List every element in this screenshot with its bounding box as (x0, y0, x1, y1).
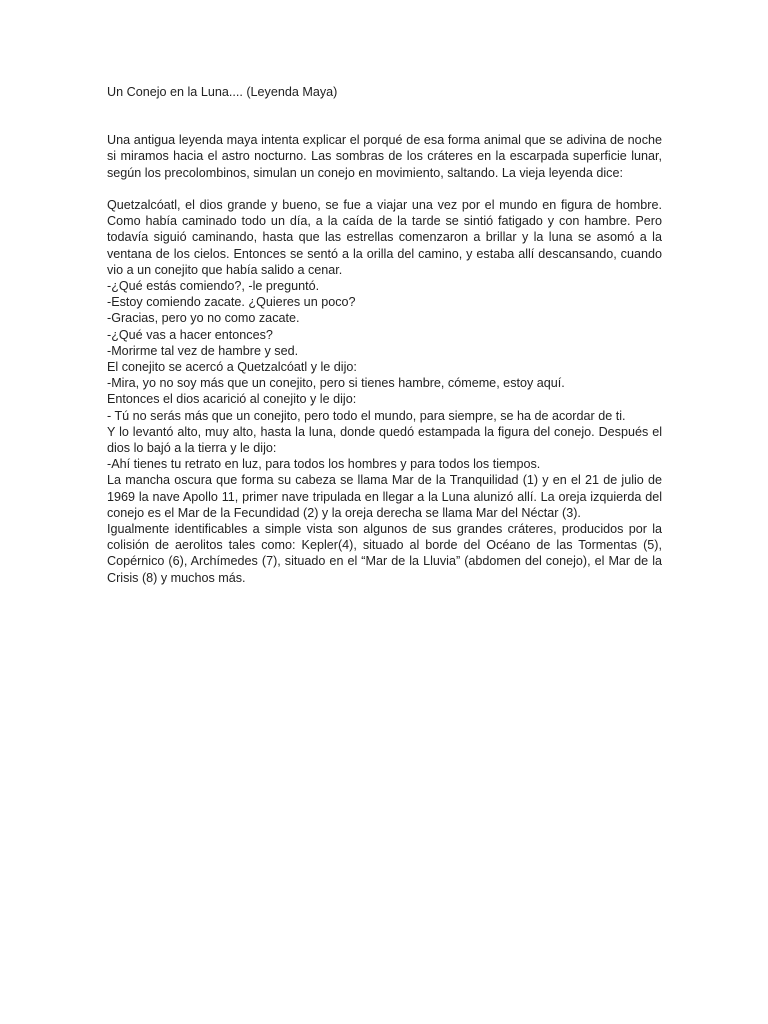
dialogue-line: -¿Qué vas a hacer entonces? (107, 327, 273, 342)
dialogue-line: -Estoy comiendo zacate. ¿Quieres un poco? (107, 295, 356, 310)
dialogue-line: -¿Qué estás comiendo?, -le preguntó. (107, 279, 320, 294)
dialogue-line: - Tú no serás más que un conejito, pero todo el mundo, para siempre, se ha de acordar de ti. (107, 408, 626, 423)
dialogue-line: -Mira, yo no soy más que un conejito, pero si tienes hambre, cómeme, estoy aquí. (107, 376, 565, 391)
document-title: Un Conejo en la Luna.... (Leyenda Maya) (107, 85, 338, 99)
intro-paragraph: Una antigua leyenda maya intenta explicar el porqué de esa forma animal que se adivina de noche si miramos hacia el astro nocturno. Las sombras de los cráteres en la escarpada superficie lunar, según los precolombinos, simulan un conejo en movimiento, saltando. La vieja leyenda dice: (107, 133, 662, 180)
dialogue-line: Entonces el dios acarició al conejito y le dijo: (107, 392, 357, 407)
craters-paragraph: Igualmente identificables a simple vista son algunos de sus grandes cráteres, producidos por la colisión de aerolitos tales como: Kepler(4), situado al borde del Océano de las Tormentas (5), Copérnico (6), Archímedes (7), situado en el “Mar de la Lluvia” (abdomen del conejo), el Mar de la Crisis (8) y muchos más. (107, 522, 662, 585)
dialogue-line: El conejito se acercó a Quetzalcóatl y le dijo: (107, 360, 357, 375)
document-page (107, 84, 662, 586)
dialogue-line: -Morirme tal vez de hambre y sed. (107, 343, 299, 358)
portrait-line: -Ahí tienes tu retrato en luz, para todos los hombres y para todos los tiempos. (107, 457, 541, 472)
mancha-paragraph: La mancha oscura que forma su cabeza se llama Mar de la Tranquilidad (1) y en el 21 de julio de 1969 la nave Apollo 11, primer nave tripulada en llegar a la Luna alunizó allí. La oreja izquierda del conejo es el Mar de la Fecundidad (2) y la oreja derecha se llama Mar del Néctar (3). (107, 473, 662, 520)
lifted-paragraph: Y lo levantó alto, muy alto, hasta la luna, donde quedó estampada la figura del conejo. Después el dios lo bajó a la tierra y le dijo: (107, 424, 662, 456)
story-paragraph: Quetzalcóatl, el dios grande y bueno, se fue a viajar una vez por el mundo en figura de hombre. Como había caminado todo un día, a la caída de la tarde se sintió fatigado y con hambre. Pero todavía siguió caminando, hasta que las estrellas comenzaron a brillar y la luna se asomó a la ventana de los cielos. Entonces se sentó a la orilla del camino, y estaba allí descansando, cuando vio a un conejito que había salido a cenar. (107, 198, 662, 277)
dialogue-line: -Gracias, pero yo no como zacate. (107, 311, 300, 326)
